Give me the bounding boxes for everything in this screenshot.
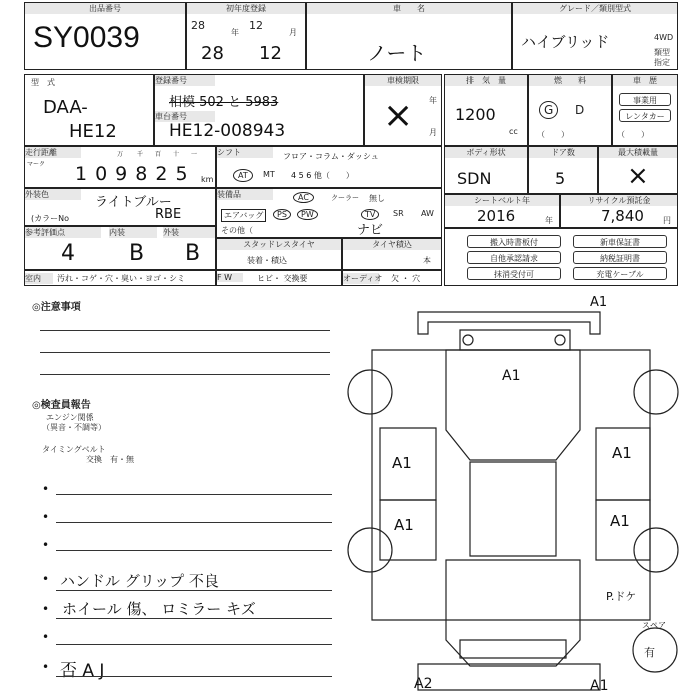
studless-box: [216, 238, 342, 270]
diagram-mark: A1: [394, 516, 414, 534]
diagram-spare-label: スペア: [642, 621, 666, 630]
grade-type-label: 類型: [654, 48, 670, 57]
lot-number-box: [24, 2, 186, 70]
notes-line-1: [40, 330, 330, 331]
body-type-value: SDN: [457, 169, 492, 188]
shift-mt: MT: [263, 170, 275, 179]
seatbelt-unit: 年: [545, 216, 553, 225]
inspection-year-unit: 年: [429, 96, 437, 105]
report-bullet: •: [42, 482, 50, 496]
first-registration-box: [186, 2, 306, 70]
body-type-box: [444, 146, 528, 194]
score-label: 参考評価点: [25, 227, 101, 238]
shift-label: シフト: [217, 147, 273, 158]
first-registration-month: 12: [259, 43, 282, 64]
displacement-box: [444, 74, 528, 146]
diagram-mark: A2: [414, 676, 433, 692]
odometer-unit-sen: 千: [137, 151, 144, 158]
equipment-pw: PW: [297, 209, 318, 220]
inspection-mark: ×: [383, 95, 414, 136]
chassis-label: 車台番号: [155, 111, 215, 122]
odometer-unit-hyaku: 百: [155, 151, 162, 158]
first-registration-month-small: 12: [249, 19, 263, 32]
notes-title: ◎注意事項: [32, 302, 81, 313]
grade-value: ハイブリッド: [521, 33, 610, 51]
grade-label: グレード／類別型式: [513, 3, 677, 14]
displacement-unit: cc: [509, 127, 518, 136]
registration-box: [154, 74, 364, 146]
lot-number-label: 出品番号: [25, 3, 185, 14]
audio-box: [342, 270, 442, 286]
diagram-mark: A1: [610, 512, 630, 530]
fuel-box: [528, 74, 612, 146]
equipment-nav: ナビ: [357, 223, 384, 238]
fw-options: ヒビ・ 交換要: [257, 274, 308, 283]
first-registration-month-unit: 月: [289, 28, 297, 37]
inspection-label: 車検期限: [365, 75, 441, 86]
report-bullet: •: [42, 510, 50, 524]
tire-load-box: [342, 238, 442, 270]
report-bullet: •: [42, 660, 50, 674]
first-registration-year: 28: [201, 43, 224, 64]
color-code-label: (カラーNo: [31, 214, 69, 223]
odometer-unit-juu: 十: [173, 151, 180, 158]
odometer-label: 走行距離: [25, 147, 81, 158]
first-registration-label: 初年度登録: [187, 3, 305, 14]
color-value: ライトブルー: [95, 195, 172, 210]
report-timing-sub: 交換 有・無: [86, 455, 134, 464]
report-line: [56, 590, 332, 591]
diagram-mark: A1: [590, 678, 609, 694]
odometer-unit-ichi: 一: [191, 151, 198, 158]
model-box: [24, 74, 154, 146]
report-engine: エンジン関係: [46, 413, 94, 422]
shift-gears: 4 5 6 他（ ）: [291, 171, 354, 180]
checklist-item-1: 搬入時書板付: [467, 235, 561, 248]
fw-box: [216, 270, 342, 286]
interior-note-box: [24, 270, 216, 286]
doors-label: ドア数: [529, 147, 597, 158]
history-box: [612, 74, 678, 146]
diagram-mark: A1: [612, 444, 632, 462]
studless-options: 装着・積込: [247, 256, 287, 265]
doors-value: 5: [555, 169, 566, 188]
diagram-spare-value: 有: [644, 646, 655, 659]
capacity-label: 最大積載量: [599, 147, 677, 158]
interior-value: B: [129, 241, 145, 266]
audio-options: 欠 ・ 穴: [391, 274, 421, 283]
fuel-paren: （ ）: [537, 130, 569, 139]
equipment-ac: AC: [293, 192, 314, 203]
checklist-item-4: 新車保証書: [573, 235, 667, 248]
inspection-box: [364, 74, 442, 146]
notes-line-3: [40, 374, 330, 375]
registration-value: 相模 502 と 5983: [169, 95, 279, 110]
car-name-value: ノート: [367, 41, 427, 65]
first-registration-year-small: 28: [191, 19, 205, 32]
studless-label: スタッドレスタイヤ: [217, 239, 341, 250]
equipment-none: 無し: [369, 194, 385, 203]
report-line: [56, 550, 332, 551]
checklist-box: [444, 228, 678, 286]
report-line: [56, 676, 332, 677]
equipment-sr: SR: [393, 209, 404, 218]
seatbelt-value: 2016: [477, 207, 516, 225]
checklist-item-3: 抹消受付可: [467, 267, 561, 280]
checklist-item-2: 自他承認請求: [467, 251, 561, 264]
grade-type-label2: 指定: [654, 58, 670, 67]
capacity-box: [598, 146, 678, 194]
grade-4wd: 4WD: [654, 33, 674, 42]
checklist-item-6: 充電ケーブル: [573, 267, 667, 280]
equipment-box: [216, 188, 442, 238]
fw-label: F W: [217, 273, 243, 282]
score-value: 4: [61, 241, 75, 266]
fuel-label: 燃 料: [529, 75, 611, 86]
chassis-value: HE12-008943: [169, 121, 286, 141]
odometer-value: 109825: [75, 163, 196, 185]
color-box: [24, 188, 216, 226]
first-registration-year-unit: 年: [231, 28, 239, 37]
report-bullet: •: [42, 538, 50, 552]
tire-load-unit: 本: [423, 256, 431, 265]
equipment-ps: PS: [273, 209, 291, 220]
report-timing: タイミングベルト: [42, 445, 106, 454]
lot-number-value: SY0039: [33, 21, 140, 54]
body-type-label: ボディ形状: [445, 147, 527, 158]
displacement-label: 排 気 量: [445, 75, 527, 86]
interior-note-label: 室内: [25, 273, 53, 284]
checklist-item-5: 納税証明書: [573, 251, 667, 264]
inspection-month-unit: 月: [429, 128, 437, 137]
fuel-diesel: D: [575, 103, 585, 117]
report-bullet: •: [42, 630, 50, 644]
report-line: [56, 494, 332, 495]
exterior-label: 外装: [163, 227, 215, 238]
notes-line-2: [40, 352, 330, 353]
history-rental: レンタカー: [619, 109, 671, 122]
diagram-mark: A1: [392, 454, 412, 472]
report-title: ◎検査員報告: [32, 400, 91, 411]
report-engine-sub: （異音・不調等）: [42, 423, 106, 432]
model-line1: DAA-: [43, 97, 88, 118]
history-paren: （ ）: [617, 130, 649, 139]
odometer-unit-man: 万: [117, 151, 124, 158]
history-business: 事業用: [619, 93, 671, 106]
model-label: 型 式: [31, 78, 55, 87]
odometer-box: [24, 146, 216, 188]
doors-box: [528, 146, 598, 194]
report-line: [56, 644, 332, 645]
diagram-pkt: P.ドケ: [606, 590, 637, 603]
registration-label: 登録番号: [155, 75, 215, 86]
diagram-mark: A1: [502, 368, 521, 384]
history-label: 車 歴: [613, 75, 677, 86]
capacity-value: ×: [627, 161, 649, 191]
equipment-cooler: クーラー: [331, 194, 359, 202]
grade-box: [512, 2, 678, 70]
recycle-label: リサイクル預託金: [561, 195, 677, 206]
report-line: [56, 618, 332, 619]
fuel-gasoline: G: [539, 101, 558, 119]
equipment-other: その他（: [221, 226, 253, 235]
model-line2: HE12: [69, 121, 117, 142]
equipment-aw: AW: [421, 209, 434, 218]
odometer-unit: km: [201, 175, 214, 184]
recycle-value: 7,840: [601, 207, 644, 225]
equipment-airbag: エアバッグ: [221, 209, 266, 222]
car-name-label: 車 名: [307, 3, 511, 14]
interior-label: 内装: [109, 227, 157, 238]
displacement-value: 1200: [455, 105, 496, 124]
color-label: 外装色: [25, 189, 81, 200]
score-box: [24, 226, 216, 270]
shift-at: AT: [233, 169, 253, 182]
color-code: RBE: [155, 207, 182, 222]
recycle-unit: 円: [663, 216, 671, 225]
equipment-label: 装備品: [217, 189, 273, 200]
report-bullet: •: [42, 572, 50, 586]
report-item-1: ハンドル グリップ 不良: [60, 572, 219, 590]
shift-options: フロア・コラム・ダッシュ: [283, 152, 379, 161]
car-name-box: [306, 2, 512, 70]
exterior-value: B: [185, 241, 201, 266]
recycle-box: [560, 194, 678, 228]
odometer-mark: マーク: [27, 161, 46, 168]
report-bullet: •: [42, 602, 50, 616]
shift-box: [216, 146, 442, 188]
interior-note-options: 汚れ・コゲ・穴・臭い・ヨゴ・シミ: [57, 274, 185, 283]
audio-label: オーディオ: [343, 274, 383, 283]
seatbelt-label: シートベルト年: [445, 195, 559, 206]
report-line: [56, 522, 332, 523]
seatbelt-box: [444, 194, 560, 228]
equipment-tv: TV: [361, 209, 379, 220]
report-item-3: 否 A J: [60, 661, 105, 681]
diagram-mark: A1: [590, 295, 608, 310]
report-item-2: ホイール 傷、 ロミラー キズ: [62, 600, 256, 618]
tire-load-label: タイヤ積込: [343, 239, 441, 250]
